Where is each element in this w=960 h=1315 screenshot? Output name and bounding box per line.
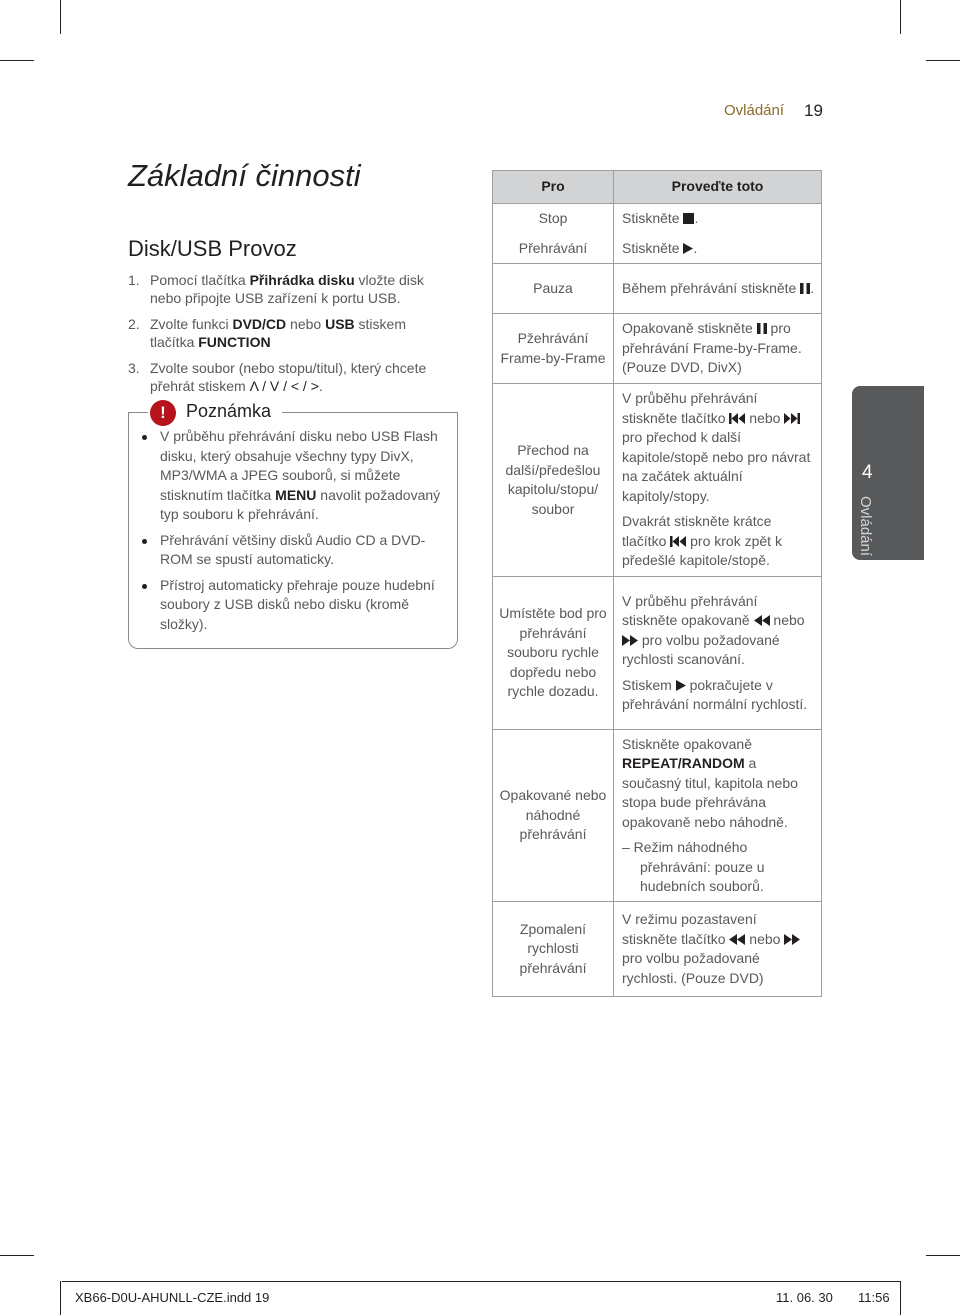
section-subtitle: Disk/USB Provoz [128,236,297,261]
action-text: pro přehrávání Frame-by-Frame. (Pouze DVD, DivX) [622,320,802,376]
page-title: Základní činnosti [128,158,361,193]
play-icon [683,243,693,254]
footer-rule [62,1281,900,1282]
action-subparagraph [622,676,815,715]
action-text: Opakovaně stiskněte [622,320,757,337]
note-title: Poznámka [186,401,272,421]
row-action [614,384,822,577]
action-text: nebo [745,409,785,426]
row-label: Stop [493,204,614,234]
action-text: . [694,210,699,226]
step-bold: Přihrádka disku [249,272,355,288]
note-item [140,531,446,570]
row-label [493,314,614,384]
table-row [493,264,822,314]
step-item [128,271,448,307]
action-text: pokračujete v přehrávání normální rychlostí. [622,676,808,712]
row-action [614,264,822,314]
step-item [128,315,448,351]
crop-mark [926,60,960,61]
table-row [493,204,822,234]
step-text: vložte disk nebo připojte USB zařízení k portu USB. [150,272,424,306]
action-text: pro krok zpět k předešlé kapitole/stopě. [622,532,782,569]
action-text: pro volbu požadované rychlosti scanování. [622,631,780,667]
bullet-icon [142,539,147,544]
step-bold: USB [325,316,355,332]
table-row [493,902,822,997]
action-text: nebo [745,930,785,947]
crop-mark [0,1255,34,1256]
action-text: nebo [769,612,805,628]
play-icon [676,680,686,691]
note-text: V průběhu přehrávání disku nebo USB Flash disku, který obsahuje všechny typy DivX, MP3/WMA a JPEG souborů, si můžete stisknutím tlačítka [160,428,438,503]
action-text: Dvakrát stiskněte krátce tlačítko [622,513,772,549]
row-action [614,730,822,902]
action-text: V režimu pozastavení stiskněte tlačítko [622,911,757,947]
step-item [128,359,448,395]
note-bold: MENU [275,486,317,503]
action-text: . [693,239,698,256]
note-text: Přístroj automaticky přehraje pouze hudební soubory z USB disků nebo disku (kromě složky). [160,576,435,632]
step-number: 1. [128,272,140,288]
note-text: Přehrávání většiny disků Audio CD a DVD-ROM se spustí automaticky. [160,531,426,567]
row-action [614,204,822,234]
step-text: Zvolte soubor (nebo stopu/titul), který chcete přehrát stiskem [150,360,427,394]
stop-icon [683,213,694,224]
action-text: pro přechod k další kapitole/stopě nebo pro návrat na začátek aktuální kapitoly/stopy. [622,429,811,504]
row-action [614,314,822,384]
step-text: nebo [286,316,326,332]
step-text: . [318,378,323,394]
action-text: a současný titul, kapitola nebo stopa bude přehrávána opakovaně nebo náhodně. [622,755,798,830]
crop-mark [900,0,901,34]
crop-mark [60,1281,61,1315]
step-bold: DVD/CD [232,316,287,332]
footer-file: XB66-D0U-AHUNLL-CZE.indd 19 [75,1290,270,1305]
skip-forward-icon [784,413,800,424]
page-number: 19 [804,101,823,120]
table-row [493,314,822,384]
row-label: Opakované nebo náhodné přehrávání [493,730,614,902]
step-number: 2. [128,316,140,332]
skip-back-icon [670,536,686,547]
crop-mark [926,1255,960,1256]
chapter-label: Ovládání [857,496,874,557]
rewind-icon [754,615,770,626]
row-label: Přehrávání [493,234,614,264]
note-rule [128,412,148,413]
crop-mark [60,0,61,34]
table-header-row [493,171,822,204]
table-row [493,384,822,577]
note-item [140,576,446,635]
bullet-icon [142,435,147,440]
bullet-icon [142,584,147,589]
row-action [614,234,822,264]
column-header: Pro [493,171,614,204]
skip-back-icon [729,413,745,424]
row-label: Umístěte bod pro přehrávání souboru rychle dopředu nebo rychle dozadu. [493,577,614,730]
step-text: Zvolte funkci [150,316,233,332]
controls-table [492,170,822,997]
row-action [614,902,822,997]
action-text: . [810,279,815,296]
step-text: stiskem tlačítka [150,316,406,350]
action-text: V průběhu přehrávání stiskněte opakovaně [622,592,758,628]
row-action [614,577,822,730]
action-text: pro volbu požadované rychlosti. (Pouze DVD) [622,950,764,986]
fast-forward-icon [784,934,800,945]
pause-icon [800,283,810,294]
action-subparagraph [622,512,815,571]
footer-date: 11. 06. 30 [776,1290,833,1305]
note-text: navolit požadovaný typ souboru k přehrávání. [160,486,441,522]
arrow-keys: Λ / V / < / > [249,378,319,394]
pause-icon [757,323,767,334]
note-rule [282,412,457,413]
step-bold: FUNCTION [198,334,271,350]
label-line: Pžehrávání [517,330,589,346]
column-header: Proveďte toto [614,171,822,204]
action-text: Stiskněte [622,210,684,226]
chapter-number: 4 [862,462,873,483]
table-row [493,234,822,264]
row-label: Pauza [493,264,614,314]
steps-list [128,271,448,403]
footer-time: 11:56 [858,1290,890,1305]
table-row [493,577,822,730]
warning-icon: ! [150,400,176,426]
action-text: Stiskem [622,676,676,693]
action-text: Během přehrávání stiskněte [622,279,801,296]
step-number: 3. [128,360,140,376]
action-text: Stiskněte opakovaně [622,735,752,752]
action-dash-item: – Režim náhodného přehrávání: pouze u hudebních souborů. [622,839,765,894]
fast-forward-icon [622,635,638,646]
crop-mark [900,1281,901,1315]
row-label: Zpomalení rychlosti přehrávání [493,902,614,997]
label-line: Frame-by-Frame [500,349,606,366]
row-label: Přechod na další/předešlou kapitolu/stopu/ soubor [493,384,614,577]
action-text: Stiskněte [622,239,684,256]
rewind-icon [729,934,745,945]
note-list [140,427,446,640]
step-text: Pomocí tlačítka [150,272,250,288]
table-row [493,730,822,902]
note-item [140,427,446,525]
repeat-random-key: REPEAT/RANDOM [622,755,745,771]
action-text: V průběhu přehrávání stiskněte tlačítko [622,390,758,426]
crop-mark [0,60,34,61]
header-section: Ovládání [724,102,785,119]
